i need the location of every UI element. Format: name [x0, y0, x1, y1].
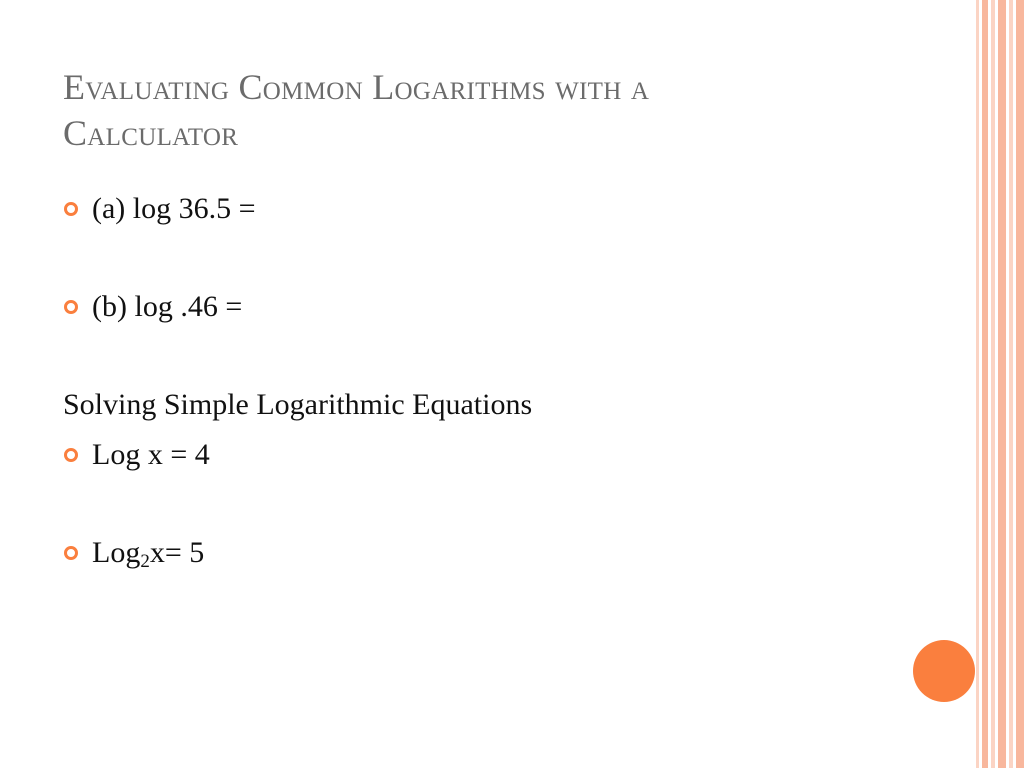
edge-stripe-6	[1016, 0, 1024, 768]
list-item-b-text: (b) log .46 =	[92, 290, 243, 323]
slide-title	[63, 64, 943, 156]
section-heading-text: Solving Simple Logarithmic Equations	[63, 388, 533, 421]
edge-stripe-4	[998, 0, 1006, 768]
ring-bullet-icon	[64, 300, 78, 314]
list-item-c-text: Log x = 4	[92, 438, 210, 471]
edge-stripe-2	[982, 0, 988, 768]
list-item-d-text	[92, 535, 204, 580]
ring-bullet-icon	[64, 202, 78, 216]
edge-stripe-5	[1009, 0, 1013, 768]
list-item-a-text: (a) log 36.5 =	[92, 192, 256, 225]
edge-stripe-3	[991, 0, 995, 768]
ring-bullet-icon	[64, 448, 78, 462]
ring-bullet-icon	[64, 546, 78, 560]
log-base-subscript: 2	[140, 551, 150, 572]
orange-circle-icon	[913, 640, 975, 702]
log-suffix: x= 5	[149, 536, 205, 569]
slide-title-line-2: Calculator	[63, 113, 239, 153]
log-prefix: Log	[92, 536, 141, 569]
edge-stripe-1	[976, 0, 979, 768]
right-edge-decoration	[976, 0, 1024, 768]
slide-title-line-1: Evaluating Common Logarithms with a	[63, 67, 650, 107]
